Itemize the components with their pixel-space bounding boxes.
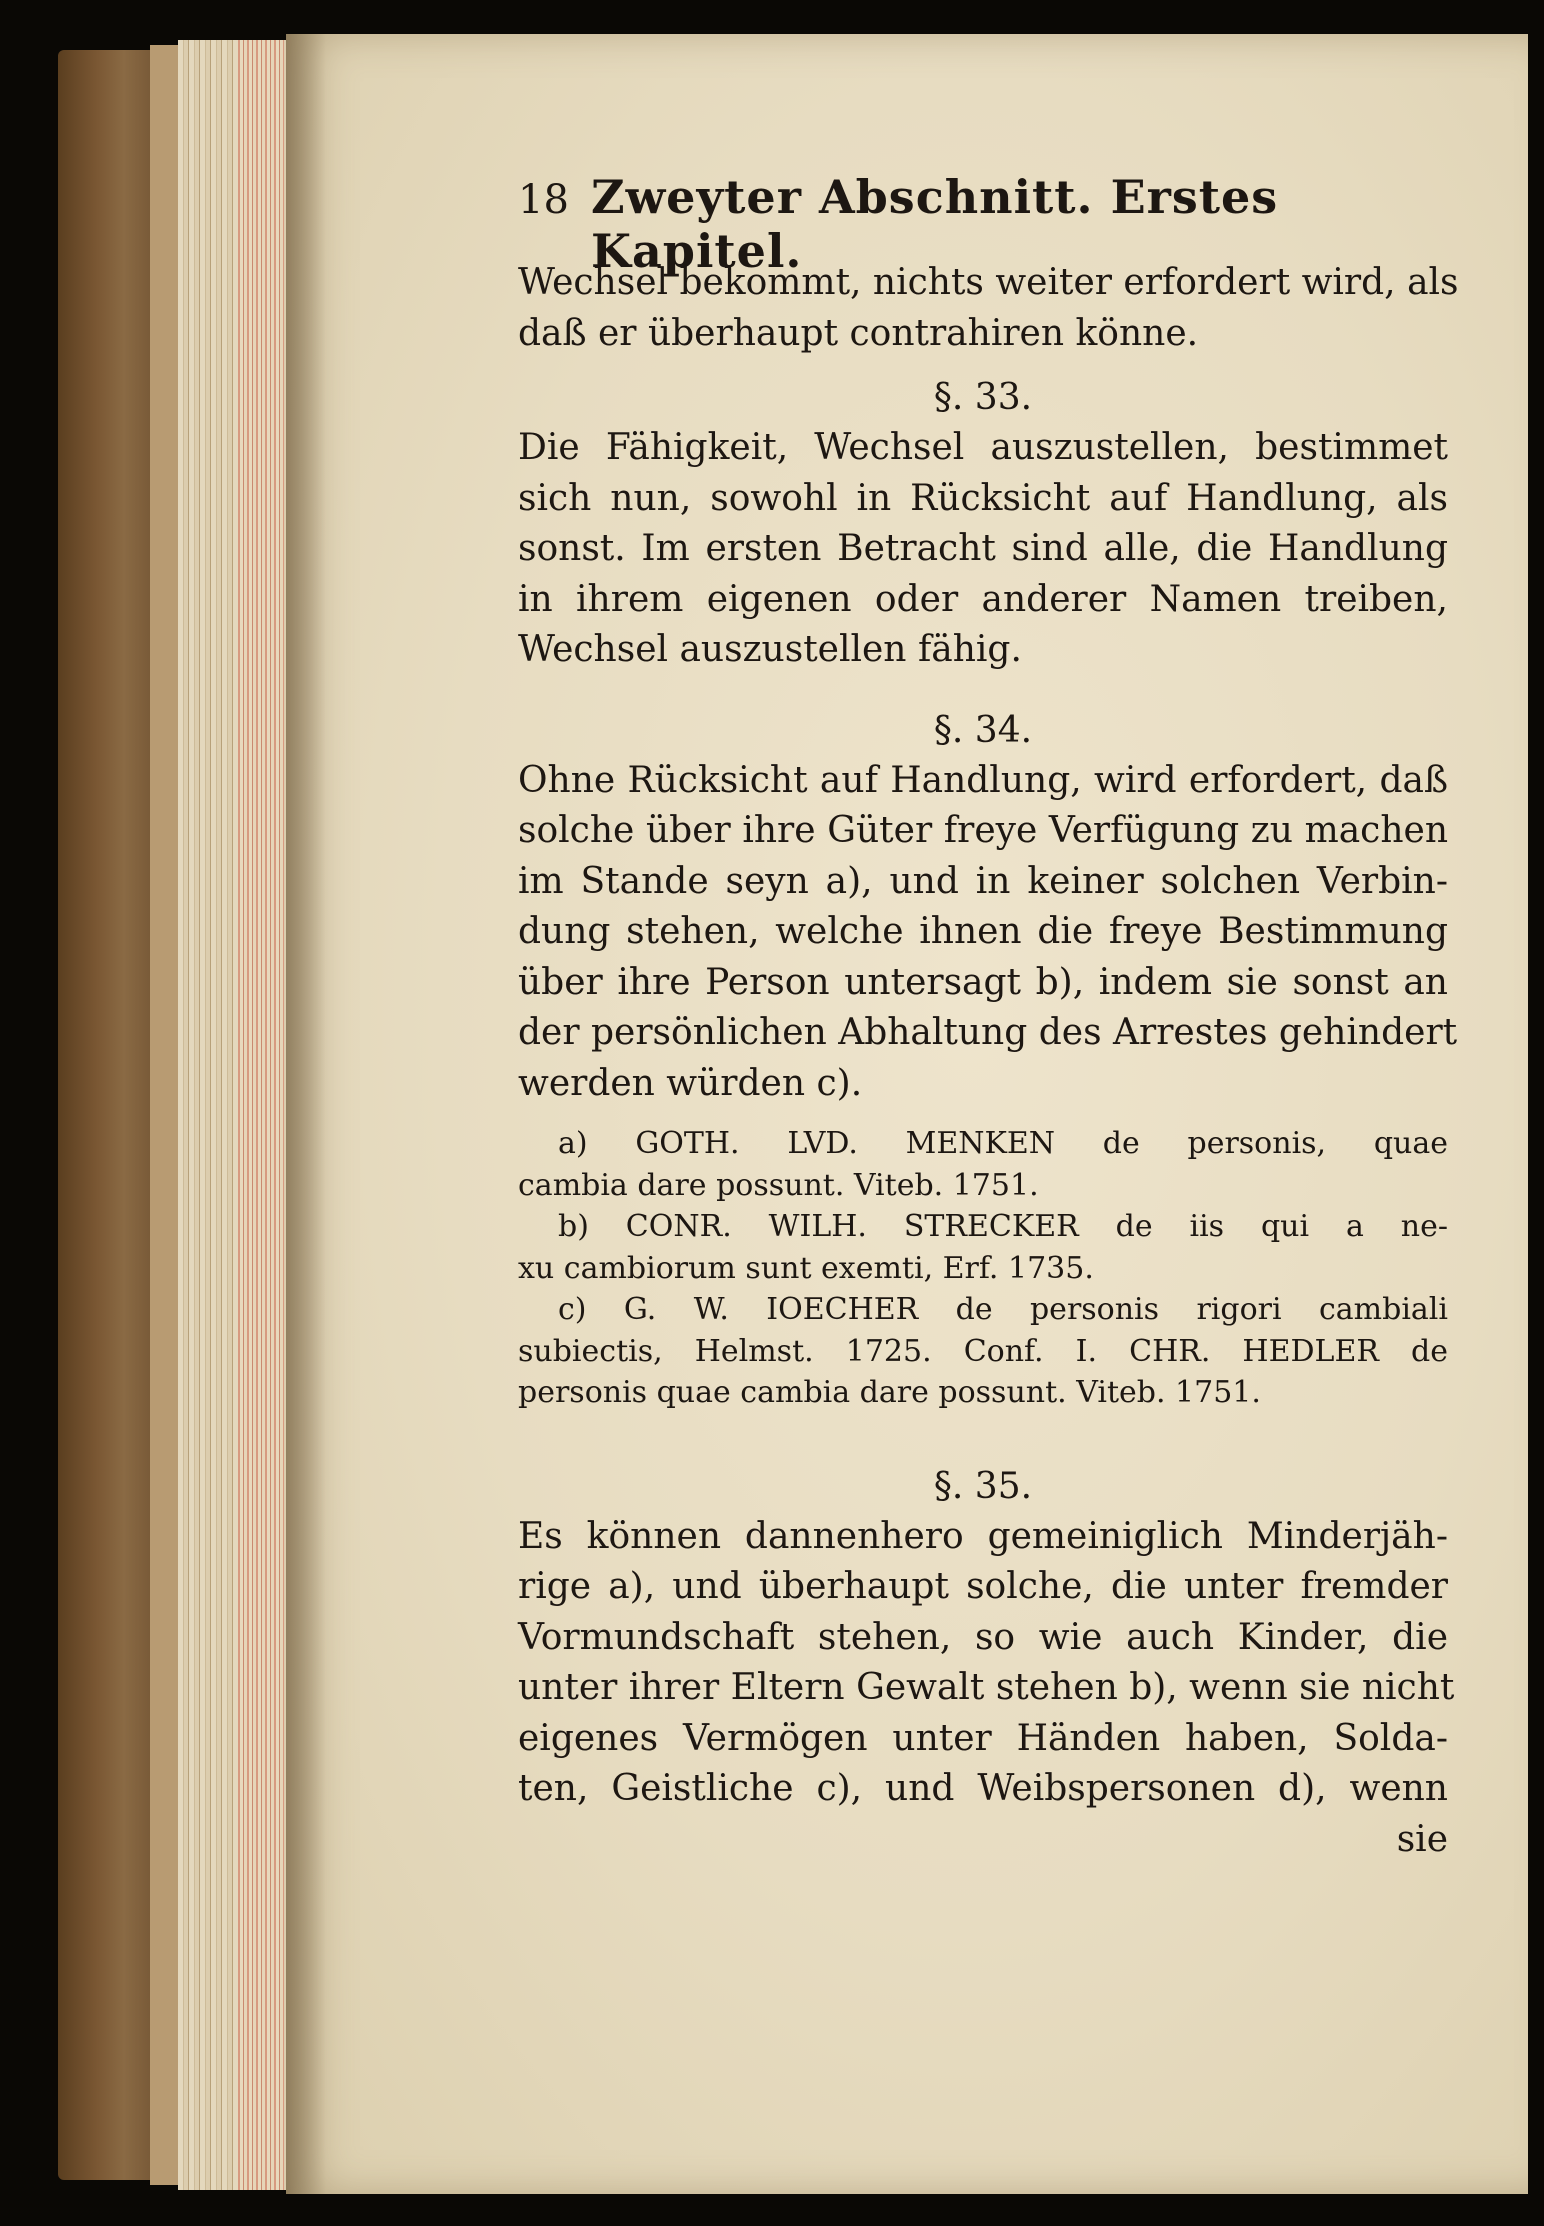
text-line: Vormundschaft stehen, so wie auch Kinder, die xyxy=(518,1616,1448,1658)
text-line: sie xyxy=(1396,1818,1448,1860)
running-head-title: Zweyter Abschnitt. Erstes Kapitel. xyxy=(591,170,1279,278)
text-line: eigenes Vermögen unter Händen haben, Solda- xyxy=(518,1717,1448,1759)
text-line: solche über ihre Güter freye Verfügung zu machen xyxy=(518,810,1448,851)
text-line: unter ihrer Eltern Gewalt stehen b), wenn sie nicht xyxy=(518,1667,1455,1708)
text-line: werden würden c). xyxy=(518,1062,863,1104)
footnote-line: personis quae cambia dare possunt. Viteb. 1751. xyxy=(518,1375,1261,1410)
text-line: rige a), und überhaupt solche, die unter fremder xyxy=(518,1566,1448,1607)
text-line: daß er überhaupt contrahiren könne. xyxy=(518,312,1199,354)
page-number: 18 xyxy=(518,177,569,223)
footnote-line: c) G. W. IOECHER de personis rigori cambiali xyxy=(558,1292,1448,1327)
text-line: Wechsel auszustellen fähig. xyxy=(518,629,1022,670)
page-gutter-shadow xyxy=(286,34,326,2194)
text-line: über ihre Person untersagt b), indem sie sonst an xyxy=(518,961,1448,1003)
text-line: ten, Geistliche c), und Weibspersonen d), wenn xyxy=(518,1768,1448,1809)
text-line: Die Fähigkeit, Wechsel auszustellen, bestimmet xyxy=(518,427,1448,468)
text-line: sich nun, sowohl in Rücksicht auf Handlung, als xyxy=(518,477,1448,519)
text-line: sonst. Im ersten Betracht sind alle, die Handlung xyxy=(518,528,1448,569)
cover-edge xyxy=(150,45,180,2185)
section-heading: §. 33. xyxy=(933,377,1033,418)
page-text xyxy=(518,170,1459,1865)
text-line: in ihrem eigenen oder anderer Namen treiben, xyxy=(518,578,1448,620)
footnote-line: b) CONR. WILH. STRECKER de iis qui a ne- xyxy=(558,1209,1448,1244)
text-line: Ohne Rücksicht auf Handlung, wird erfordert, daß xyxy=(518,759,1448,801)
footnote-line: a) GOTH. LVD. MENKEN de personis, quae xyxy=(558,1126,1448,1161)
text-line: im Stande seyn a), und in keiner solchen Verbin- xyxy=(518,860,1448,902)
red-page-edges xyxy=(238,40,284,2190)
running-header xyxy=(518,170,1448,278)
footnote-line: xu cambiorum sunt exemti, Erf. 1735. xyxy=(518,1250,1094,1286)
text-line: Wechsel bekommt, nichts weiter erfordert wird, als xyxy=(518,262,1459,303)
footnote-line: cambia dare possunt. Viteb. 1751. xyxy=(518,1167,1039,1203)
text-line: der persönlichen Abhaltung des Arrestes gehindert xyxy=(518,1012,1458,1053)
footnote-line: subiectis, Helmst. 1725. Conf. I. CHR. HEDLER de xyxy=(518,1333,1448,1369)
section-heading: §. 35. xyxy=(933,1465,1033,1507)
section-heading: §. 34. xyxy=(933,709,1033,751)
text-line: dung stehen, welche ihnen die freye Bestimmung xyxy=(518,911,1448,952)
text-line: Es können dannenhero gemeiniglich Minderjäh- xyxy=(518,1515,1448,1557)
